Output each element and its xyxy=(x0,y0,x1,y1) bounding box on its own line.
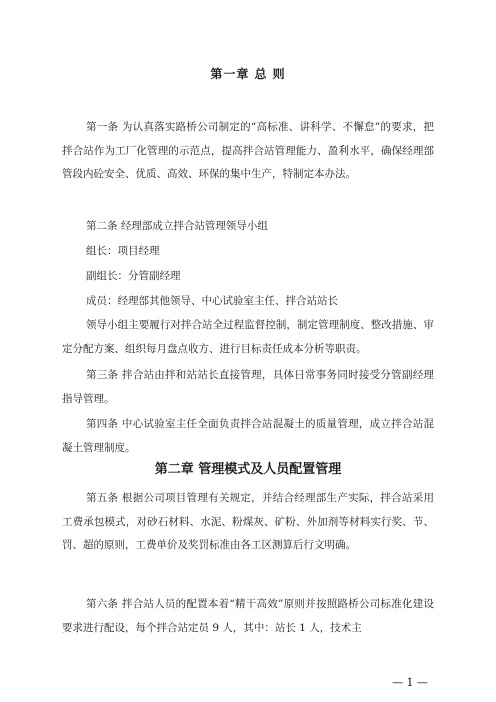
group-deputy: 副组长：分管副经理 xyxy=(86,270,181,282)
article-1: 第一条 为认真落实路桥公司制定的“高标准、讲科学、不懈怠”的要求，把拌合站作为工厂化管理的示范点，提高拌合站管理能力、盈利水平，确保经理部管段内砼安全、优质、高效、环保的集中生产，特制定本办法。 xyxy=(62,121,434,180)
article-3: 第三条 拌合站由拌和站站长直接管理，具体日常事务同时接受分管副经理指导管理。 xyxy=(62,369,434,405)
group-members: 成员：经理部其他领导、中心试验室主任、拌合站站长 xyxy=(86,295,338,307)
chapter-2-title: 第二章 管理模式及人员配置管理 xyxy=(154,462,342,477)
group-duties: 领导小组主要履行对拌合站全过程监督控制，制定管理制度、整改措施、审定分配方案、组织每月盘点收方、进行目标责任成本分析等职责。 xyxy=(62,319,434,355)
chapter-1-title: 第一章 总 则 xyxy=(210,67,286,81)
article-2: 第二条 经理部成立拌合站管理领导小组 xyxy=(86,220,268,232)
article-5: 第五条 根据公司项目管理有关规定，并结合经理部生产实际，拌合站采用工费承包模式，对砂石材料、水泥、粉煤灰、矿粉、外加剂等材料实行奖、节、罚、超的原则，工费单价及奖罚标准由各工区测算后行文明确。 xyxy=(62,492,434,551)
page-number: — 1 — xyxy=(392,676,428,689)
group-leader: 组长：项目经理 xyxy=(86,245,160,257)
article-4: 第四条 中心试验室主任全面负责拌合站混凝土的质量管理，成立拌合站混凝土管理制度。 xyxy=(62,418,434,454)
article-6: 第六条 拌合站人员的配置本着“精干高效”原则并按照路桥公司标准化建设要求进行配设，每个拌合站定员 9 人，其中：站长 1 人，技术主 xyxy=(62,598,434,634)
